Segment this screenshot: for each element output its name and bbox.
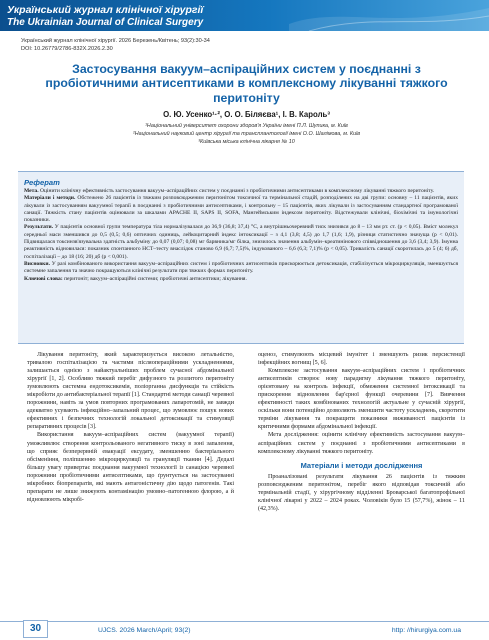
body-paragraph: Мета дослідження: оцінити клінічну ефективність застосування вакуум–аспіраційних систем у поєднанні з пробіотичними антисептиками в комплексному лікуванні тяжкого перитоніту. xyxy=(258,432,465,455)
abstract-text: У разі комбінованого використання вакуум–аспіраційних систем і пробіотичних антисептиків прискорюється детоксикація, стабілізується мікроциркуляція, зменшується системне запалення та значно покращуються клінічні результати при тяжких формах перитоніту. xyxy=(24,260,458,275)
abstract-text: Оцінити клінічну ефективність застосування вакуум–аспіраційних систем у поєднанні з пробіотичними антисептиками в комплексному лікуванні тяжкого перитоніту. xyxy=(38,188,435,194)
abstract-text: перитоніт; вакуум–аспіраційні системи; пробіотичні антисептики; лікування. xyxy=(62,275,247,282)
abstract-keywords xyxy=(24,276,458,283)
abstract-label: Ключові слова: xyxy=(24,275,63,282)
affiliation-2: ²Національний науковий центр хірургії та трансплантології імені О.О. Шалімова, м. Київ xyxy=(132,130,361,137)
footer-divider xyxy=(0,621,489,622)
section-heading: Матеріали і методи дослідження xyxy=(300,460,423,470)
doi-line: DOI: 10.26779/2786-832X.2026.2.30 xyxy=(21,46,113,52)
body-paragraph: Комплексне застосування вакуум–аспіраційних систем і пробіотичних антисептиків створює нову парадигму лікування тяжкого перитоніту, орієнтовану на контроль інфекції, обмеження системної інтоксикації та прискорення відновлення бар'єрної функції очеревини [7]. Вивчення ефективності таких комбінованих технологій актуальне у сучасній хірургії, оскільки вони потенційно дозволяють зменшити частоту ускладнень, скоротити терміни лікування та покращити показники виживаності пацієнтів із критичними формами абдомінальної інфекції. xyxy=(258,368,465,431)
body-column-right xyxy=(258,351,465,613)
body-paragraph: оценоз, стимулюють місцевий імунітет і зменшують ризик персистенції інфекційних вогнищ [5, 6]. xyxy=(258,352,465,367)
abstract-label: Мета. xyxy=(24,188,39,194)
abstract-label: Результати. xyxy=(24,224,54,231)
article-authors: О. Ю. Усенко¹·², О. О. Біляєва¹, І. В. Кароль³ xyxy=(163,110,330,119)
journal-title-en: The Ukrainian Journal of Clinical Surgery xyxy=(7,17,204,28)
abstract-results xyxy=(24,224,458,260)
page-number: 30 xyxy=(23,620,48,638)
citation-line: Український журнал клінічної хірургії. 2026 Березень/Квітень; 93(2):30-34 xyxy=(21,38,210,44)
abstract-text: Обстежено 26 пацієнтів із тяжким розповсюдженим перитонітом токсичної та термінальної стадій, розподілених на дві групи: основну – 11 пацієнтів, яких лікували із застосуванням вакуумної терапії в поєднанні з пробіотичними антисептиками, і контрольну – 15 пацієнтів, яких лікували із застосуванням стандартної програмованої санації. Тяжкість стану пацієнтів оцінювали за шкалами APACHE II, SAPS II, SOFA, Мангеймським індексом перитоніту. Відстежували клінічні, біохімічні та імунологічні показники. xyxy=(24,195,458,224)
abstract-label: Висновки. xyxy=(24,260,50,267)
journal-title-ua: Український журнал клінічної хірургії xyxy=(7,4,204,16)
abstract-conclusions xyxy=(24,261,458,276)
affiliation-3: ³Київська міська клінічна лікарня № 10 xyxy=(198,138,295,145)
footer-url[interactable]: http: //hirurgiya.com.ua xyxy=(391,627,461,634)
body-column-left xyxy=(27,351,234,613)
abstract-heading: Реферат xyxy=(24,178,60,187)
abstract-box xyxy=(18,171,464,344)
abstract-label: Матеріали і методи. xyxy=(24,195,76,202)
body-paragraph: Проаналізовані результати лікування 26 пацієнтів із тяжким розповсюдженим перитонітом, перебіг якого відповідав токсичній або термінальній стадії, у хірургічному відділенні Броварської багатопрофільної клінічної лікарні у 2022 – 2024 роках. Чоловіків було 15 (57,7%), жінок – 11 (42,3%). xyxy=(258,473,465,512)
article-title: Застосування вакуум–аспіраційних систем у поєднанні з пробіотичними антисептиками в комплексному лікуванні тяжкого перитоніту xyxy=(45,62,448,105)
affiliation-1: ¹Національний університет охорони здоров'я України імені П.Л. Шупика, м. Київ xyxy=(145,123,348,129)
affiliations xyxy=(24,123,469,146)
journal-masthead xyxy=(0,0,489,31)
abstract-methods xyxy=(24,195,458,224)
body-paragraph: Лікування перитоніту, який характеризується високою летальністю, тривалою госпіталізацією та частими післяопераційними ускладненнями, залишається однією з найактуальніших проблем сучасної абдомінальної хірургії [1, 2]. Особливо тяжкий перебіг дифузного та розлитого перитоніту зумовлюють системна ендотоксикемія, поліорганна дисфункція та стійкість мікробіоти до антибактеріальної терапії [1]. Стандартні методи санації черевної порожнини, навіть за умов повторних програмованих лапаротомій, не завжди адекватно усувають інфекційно–запальний процес, що зумовлює пошук нових ефективних і безпечних технологій локальної детоксикації та стимуляції репаративних процесів [3]. xyxy=(27,352,234,431)
abstract-text: У пацієнтів основної групи температура тіла нормалізувалася до 36,9 (36,8; 37,4) °С, а внутрішньочеревний тиск знизився до 8 – 13 мм рт. ст. (p < 0,05). Вміст молекул середньої маси зменшився до 0,5 (0,5; 0,6) оптичних одиниць, лейкоцитарний індекс інтоксикації – з 4,1 (3,8; 4,5) до 1,7 (1,6; 1,9), різниця статистично значуща (p < 0,01). Підвищалася токсинзв'язувальна здатність альбуміну до 0,07 (0,07; 0,08) мг барвника/мг білка, знизилось значення альбумін–креатинінового співвідношення до 3,6 (3,4; 3,9). Імунна реактивність відновилася: показник спонтанного НСТ–тесту внаслідок станово 6,9 (6,7; 7,5)%, індукованого – 6,6 (6,3; 7,1)% (p < 0,05). Тривалість санації скоротилась до 5 (4; 6) дб, госпіталізації – до 18 (16; 20) дб (p < 0,001). xyxy=(24,224,458,260)
body-paragraph: Використання вакуум–аспіраційних систем (вакуумної терапії) уможливлює створення контрольованого негативного тиску в зоні запалення, що сприяє безперервній евакуації ексудату, зменшенню бактеріального обсіменіння, поліпшенню мікроциркуляції та грануляції тканин [4]. Дедалі більшу увагу привертає поєднання вакуумної технології із санацією черевної порожнини пробіотичними антисептиками, що ґрунтується на застосуванні мікробних біопрепаратів, які мають антагоністичну дію щодо патогенів. Такі препарати не лише знижують контамінацію умовно–патогенною флорою, а й відновлюють мікробі- xyxy=(27,432,234,503)
masthead-wave-decoration xyxy=(289,0,489,31)
citation-meta xyxy=(21,37,210,53)
footer-citation: UJCS. 2026 March/April; 93(2) xyxy=(98,627,191,634)
